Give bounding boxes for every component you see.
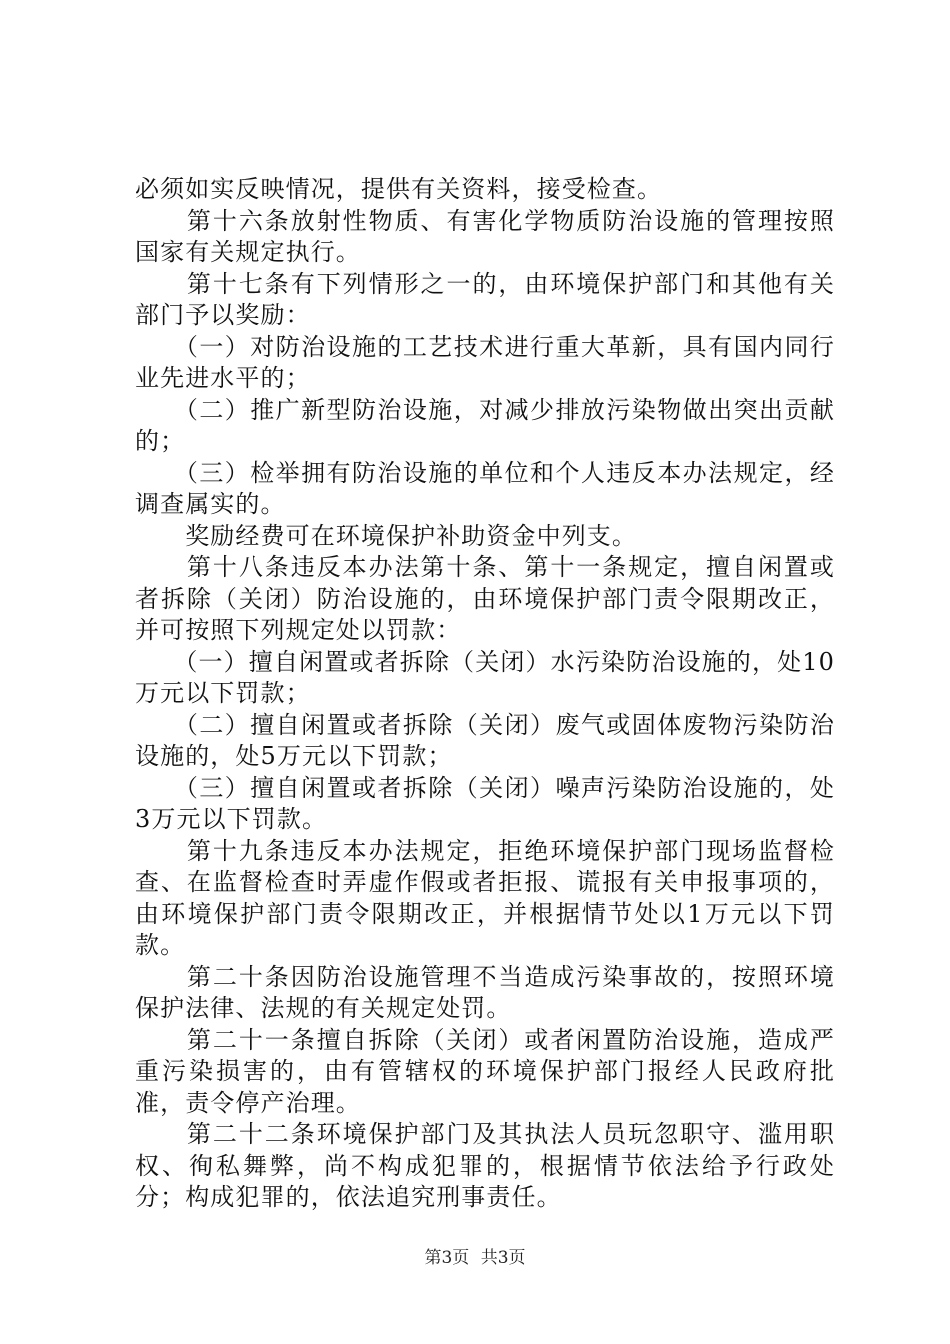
paragraph: （二）擅自闲置或者拆除（关闭）废气或固体废物污染防治设施的，处5万元以下罚款； <box>135 710 835 770</box>
paragraph: （三）检举拥有防治设施的单位和个人违反本办法规定，经调查属实的。 <box>135 458 835 518</box>
paragraph: 第十六条放射性物质、有害化学物质防治设施的管理按照国家有关规定执行。 <box>135 206 835 266</box>
document-body <box>135 174 835 1214</box>
paragraph: （一）对防治设施的工艺技术进行重大革新，具有国内同行业先进水平的； <box>135 332 835 392</box>
paragraph: （一）擅自闲置或者拆除（关闭）水污染防治设施的，处10万元以下罚款； <box>135 647 835 707</box>
paragraph: 第十九条违反本办法规定，拒绝环境保护部门现场监督检查、在监督检查时弄虚作假或者拒报、谎报有关申报事项的，由环境保护部门责令限期改正，并根据情节处以1万元以下罚款。 <box>135 836 835 959</box>
paragraph: 必须如实反映情况，提供有关资料，接受检查。 <box>135 175 663 203</box>
page-footer <box>0 1243 950 1268</box>
paragraph: 第十八条违反本办法第十条、第十一条规定，擅自闲置或者拆除（关闭）防治设施的，由环境保护部门责令限期改正，并可按照下列规定处以罚款： <box>135 553 835 644</box>
paragraph: 第二十一条擅自拆除（关闭）或者闲置防治设施，造成严重污染损害的，由有管辖权的环境保护部门报经人民政府批准，责令停产治理。 <box>135 1025 835 1117</box>
paragraph: 第十七条有下列情形之一的，由环境保护部门和其他有关部门予以奖励： <box>135 269 835 329</box>
paragraph: （二）推广新型防治设施，对减少排放污染物做出突出贡献的； <box>135 395 835 455</box>
paragraph: （三）擅自闲置或者拆除（关闭）噪声污染防治设施的，处3万元以下罚款。 <box>135 773 835 833</box>
page-total: 共3页 <box>480 1248 526 1268</box>
paragraph: 第二十条因防治设施管理不当造成污染事故的，按照环境保护法律、法规的有关规定处罚。 <box>135 962 835 1022</box>
paragraph: 第二十二条环境保护部门及其执法人员玩忽职守、滥用职权、徇私舞弊，尚不构成犯罪的，根据情节依法给予行政处分；构成犯罪的，依法追究刑事责任。 <box>135 1120 835 1211</box>
paragraph: 奖励经费可在环境保护补助资金中列支。 <box>135 521 637 550</box>
page-number: 第3页 <box>424 1248 470 1268</box>
